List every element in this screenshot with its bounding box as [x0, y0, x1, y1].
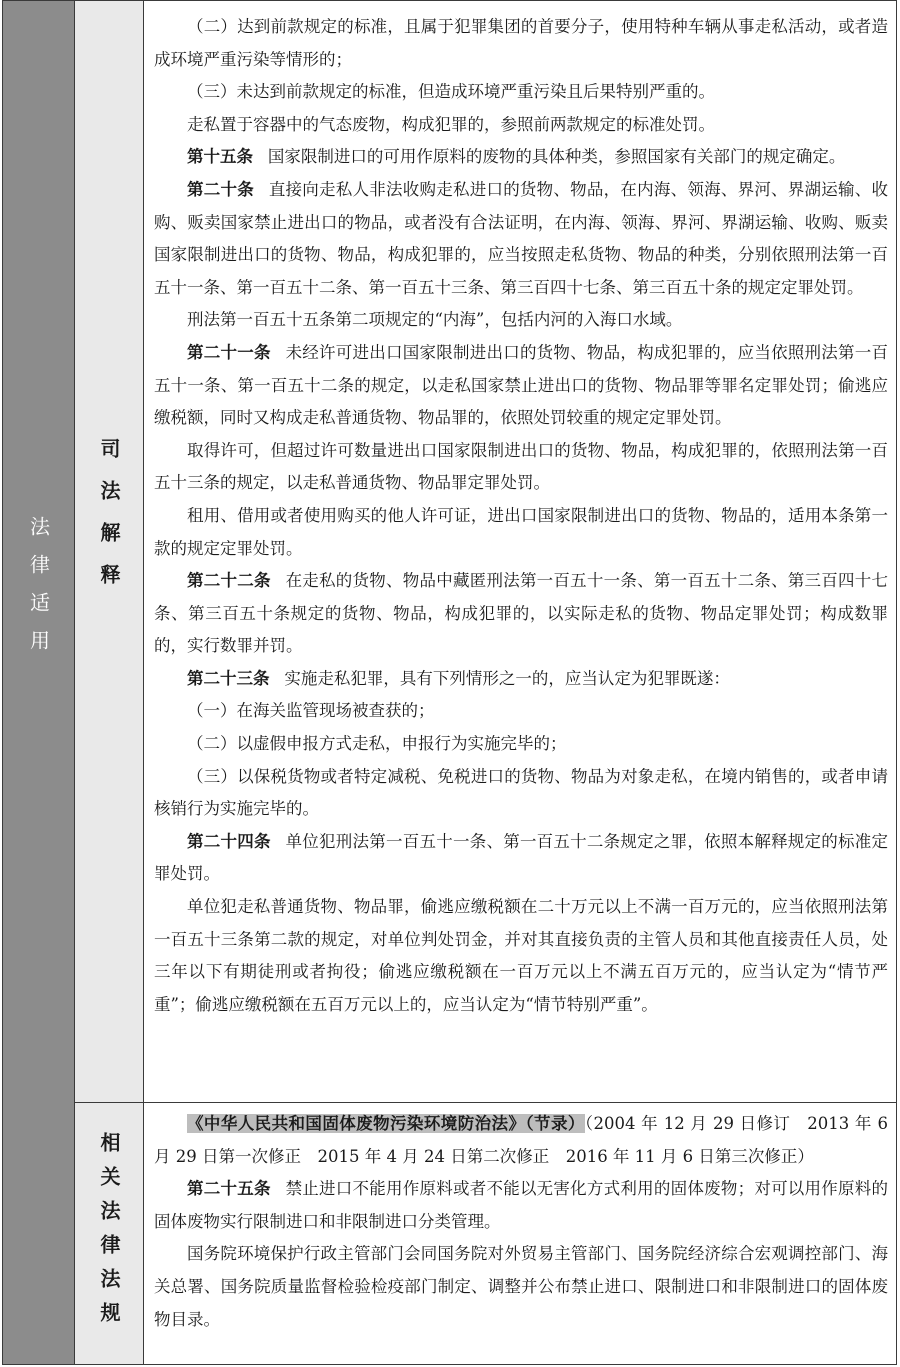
paragraph-text: （三）以保税货物或者特定减税、免税进口的货物、物品为对象走私，在境内销售的，或者申请核销行为实施完毕的。: [154, 766, 888, 819]
paragraph-text: 国务院环境保护行政主管部门会同国务院对外贸易主管部门、国务院经济综合宏观调控部门、海关总署、国务院质量监督检验检疫部门制定、调整并公布禁止进口、限制进口和非限制进口的固体废物目录。: [154, 1244, 888, 1329]
paragraph-text: 单位犯走私普通货物、物品罪，偷逃应缴税额在二十万元以上不满一百万元的，应当依照刑法第一百五十三条第二款的规定，对单位判处罚金，并对其直接负责的主管人员和其他直接责任人员，处三年以下有期徒刑或者拘役；偷逃应缴税额在一百万元以上不满五百万元的，应当认定为“情节严重”；偷逃应缴税额在五百万元以上的，应当认定为“情节特别严重”。: [154, 897, 888, 1014]
paragraph: [154, 565, 888, 663]
article-number: 第十五条: [187, 147, 253, 167]
paragraph: [154, 728, 888, 761]
paragraph: [154, 76, 888, 109]
article-number: 第二十一条: [187, 342, 271, 362]
paragraph-text: 未经许可进出口国家限制进出口的货物、物品，构成犯罪的，应当依照刑法第一百五十一条、第一百五十二条的规定，以走私国家禁止进出口的货物、物品罪等罪名定罪处罚；偷逃应缴税额，同时又构成走私普通货物、物品罪的，依照处罚较重的规定定罪处罚。: [154, 342, 889, 428]
paragraph: [154, 141, 888, 174]
article-number: 第二十二条: [187, 571, 271, 591]
law-table: [2, 0, 897, 1365]
category-label: 法律适用: [26, 516, 51, 668]
paragraph: [154, 826, 888, 891]
paragraph-text: （二）以虚假申报方式走私，申报行为实施完毕的；: [187, 734, 567, 754]
paragraph: [154, 761, 888, 826]
paragraph: [154, 304, 888, 337]
sub-label-wrap: [75, 1132, 143, 1336]
article-number: 第二十条: [187, 179, 254, 199]
judicial-interpretation-content: [154, 11, 888, 1021]
paragraph-text: 单位犯刑法第一百五十一条、第一百五十二条规定之罪，依照本解释规定的标准定罪处罚。: [154, 831, 889, 884]
paragraph-text: （二）达到前款规定的标准，且属于犯罪集团的首要分子，使用特种车辆从事走私活动，或者造成环境严重污染等情形的；: [154, 17, 888, 69]
paragraph-text: 实施走私犯罪，具有下列情形之一的，应当认定为犯罪既遂：: [284, 668, 730, 688]
article-number: 第二十五条: [187, 1179, 271, 1199]
paragraph-text: 直接向走私人非法收购走私进口的货物、物品，在内海、领海、界河、界湖运输、收购、贩卖国家禁止进出口的物品，或者没有合法证明，在内海、领海、界河、界湖运输、收购、贩卖国家限制进出口的货物、物品，构成犯罪的，应当按照走私货物、物品的种类，分别依照刑法第一百五十一条、第一百五十二条、第一百五十三条、第三百四十七条、第三百五十条的规定定罪处罚。: [154, 179, 889, 297]
paragraph-text: 取得许可，但超过许可数量进出口国家限制进出口的货物、物品，构成犯罪的，依照刑法第一百五十三条的规定，以走私普通货物、物品罪定罪处罚。: [154, 440, 888, 493]
paragraph-text: 刑法第一百五十五条第二项规定的“内海”，包括内河的入海口水域。: [187, 310, 683, 330]
law-articles: [154, 1173, 888, 1336]
paragraph: [154, 337, 888, 435]
related-laws-label: 相关法律法规: [97, 1132, 121, 1336]
divider-sub: [143, 1, 144, 1364]
paragraph-text: 租用、借用或者使用购买的他人许可证，进出口国家限制进出口的货物、物品的，适用本条第一款的规定定罪处罚。: [154, 505, 888, 558]
paragraph-text: 禁止进口不能用作原料或者不能以无害化方式利用的固体废物；对可以用作原料的固体废物实行限制进口和非限制进口分类管理。: [154, 1179, 889, 1231]
paragraph: [154, 500, 888, 565]
subcategory-judicial-interpretation: [75, 1, 143, 1102]
article-number: 第二十四条: [187, 831, 271, 851]
section-divider: [74, 1102, 896, 1103]
sub-label-wrap: [75, 438, 143, 606]
category-label-wrap: [3, 516, 74, 816]
paragraph: [154, 891, 888, 1021]
paragraph: [154, 435, 888, 500]
category-column: [3, 1, 74, 1364]
paragraph: [154, 174, 888, 304]
article-number: 第二十三条: [187, 668, 270, 688]
paragraph: [154, 1173, 888, 1238]
related-laws-content: [154, 1108, 888, 1336]
law-heading-paragraph: [154, 1108, 888, 1173]
paragraph-text: 在走私的货物、物品中藏匿刑法第一百五十一条、第一百五十二条、第三百四十七条、第三百五十条规定的货物、物品，构成犯罪的，以实际走私的货物、物品定罪处罚；构成数罪的，实行数罪并罚。: [154, 571, 889, 656]
paragraph-text: 国家限制进口的可用作原料的废物的具体种类，参照国家有关部门的规定确定。: [267, 147, 846, 167]
paragraph-text: （三）未达到前款规定的标准，但造成环境严重污染且后果特别严重的。: [187, 82, 715, 102]
paragraph-text: （一）在海关监管现场被查获的；: [187, 701, 435, 721]
paragraph-text: 走私置于容器中的气态废物，构成犯罪的，参照前两款规定的标准处罚。: [187, 114, 715, 134]
paragraph: [154, 1238, 888, 1336]
paragraph: [154, 695, 888, 728]
subcategory-related-laws: [75, 1103, 143, 1364]
paragraph: [154, 11, 888, 76]
judicial-interpretation-label: 司法解释: [97, 438, 121, 606]
law-revision-note: （2004 年 12 月 29 日修订 2013 年 6 月 29 日第一次修正 2015 年 4 月 24 日第二次修正 2016 年 11 月 6 日第三次修正）: [154, 1114, 889, 1166]
paragraph: [154, 663, 888, 696]
paragraph: [154, 109, 888, 142]
law-title: 《中华人民共和国固体废物污染环境防治法》（节录）: [187, 1114, 585, 1133]
